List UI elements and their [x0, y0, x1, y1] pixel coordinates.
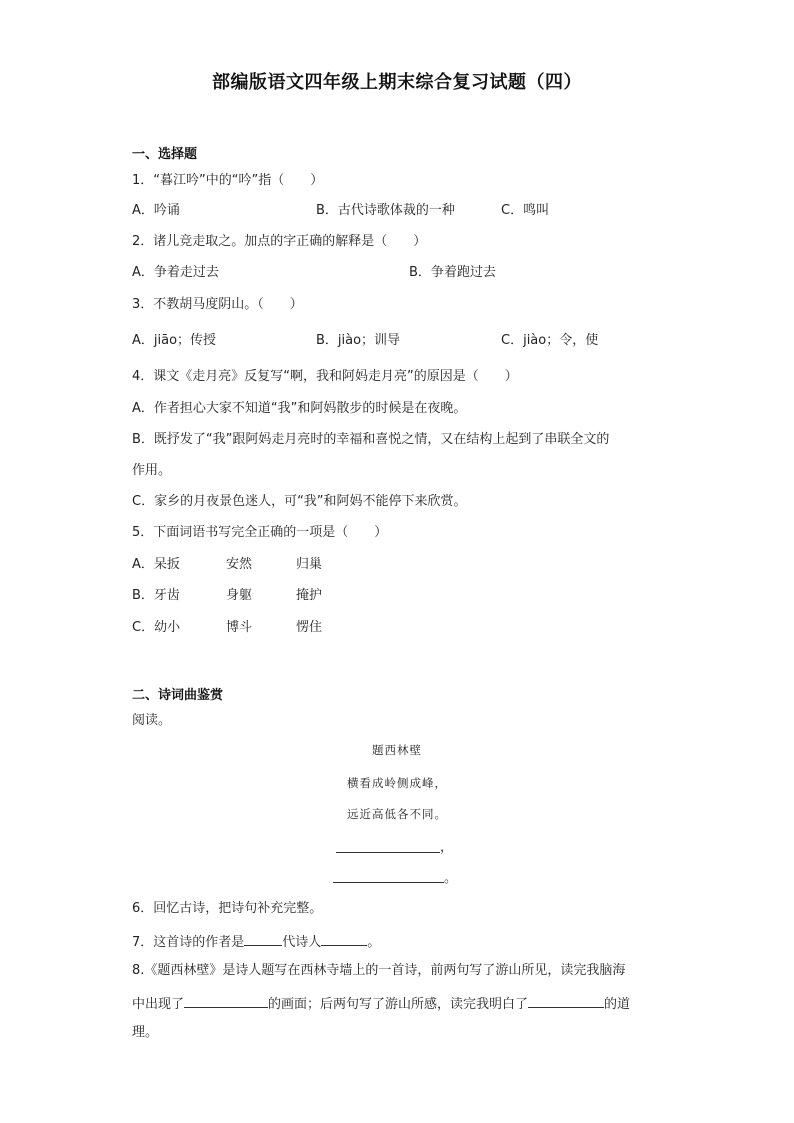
question-1-option-a: A．吟诵: [132, 203, 180, 218]
poem-line-2: 远近高低各不同。: [347, 807, 447, 821]
question-4-option-b: B．既抒发了“我”跟阿妈走月亮时的幸福和喜悦之情，又在结构上起到了串联全文的: [132, 432, 610, 447]
question-1-stem: 1．“暮江吟”中的“吟”指（ ）: [132, 173, 324, 188]
question-8-line-1: 8.《题西林壁》是诗人题写在西林寺墙上的一首诗，前两句写了游山所见，读完我脑海: [132, 963, 626, 978]
question-7-text-2: 代诗人: [282, 935, 322, 950]
question-1-option-c: C．鸣叫: [501, 203, 550, 218]
section-heading-poetry: 二、诗词曲鉴赏: [132, 688, 224, 703]
poem-title: 题西林壁: [372, 743, 422, 757]
question-8-line-3: 理。: [132, 1025, 159, 1040]
question-5-option-a-word3: 归巢: [296, 557, 323, 572]
question-5-stem: 5．下面词语书写完全正确的一项是（ ）: [132, 525, 388, 540]
question-3-option-b: B．jiào；训导: [316, 333, 401, 348]
question-1-option-b: B．古代诗歌体裁的一种: [316, 203, 455, 218]
question-3-option-a: A．jiāo；传授: [132, 333, 217, 348]
question-4-option-a: A．作者担心大家不知道“我”和阿妈散步的时候是在夜晚。: [132, 401, 467, 416]
author-name-blank[interactable]: [321, 931, 367, 946]
scene-blank[interactable]: [184, 993, 268, 1008]
poem-line-4-end: 。: [444, 871, 458, 886]
question-5-option-b: B．牙齿: [132, 588, 180, 603]
question-5-option-b-word2: 身躯: [226, 588, 253, 603]
section-heading-choice: 一、选择题: [132, 147, 198, 162]
poem-line-3-end: ，: [440, 840, 454, 855]
question-4-option-b-cont: 作用。: [132, 463, 172, 478]
question-8-text-2: 中出现了: [132, 997, 185, 1012]
question-3-option-c: C．jiào；令，使: [501, 333, 599, 348]
question-3-stem: 3．不教胡马度阴山。（ ）: [132, 297, 303, 312]
question-5-option-c-word2: 博斗: [226, 620, 253, 635]
question-7-text-3: 。: [367, 935, 381, 950]
reading-instruction: 阅读。: [132, 713, 172, 728]
question-5-option-c: C．幼小: [132, 620, 181, 635]
question-5-option-a: A．呆扳: [132, 557, 180, 572]
author-dynasty-blank[interactable]: [244, 931, 282, 946]
question-6: 6．回忆古诗，把诗句补充完整。: [132, 901, 323, 916]
question-2-option-a: A．争着走过去: [132, 265, 219, 280]
question-8-line-2: [132, 993, 630, 1014]
question-8-text-3: 的画面；后两句写了游山所感，读完我明白了: [268, 997, 529, 1012]
reason-blank[interactable]: [528, 993, 604, 1008]
question-4-stem: 4．课文《走月亮》反复写“啊，我和阿妈走月亮”的原因是（ ）: [132, 369, 518, 384]
page-title: 部编版语文四年级上期末综合复习试题（四）: [212, 72, 582, 93]
poem-line-3-blank[interactable]: [336, 852, 440, 853]
question-5-option-a-word2: 安然: [226, 557, 253, 572]
question-8-text-4: 的道: [604, 997, 631, 1012]
question-4-option-c: C．家乡的月夜景色迷人，可“我”和阿妈不能停下来欣赏。: [132, 494, 467, 509]
question-7-text-1: 7．这首诗的作者是: [132, 935, 245, 950]
question-5-option-b-word3: 掩护: [296, 588, 323, 603]
question-7: [132, 931, 380, 952]
question-2-stem: 2．诸儿竞走取之。加点的字正确的解释是（ ）: [132, 234, 427, 249]
question-5-option-c-word3: 愣住: [296, 620, 323, 635]
poem-line-1: 横看成岭侧成峰，: [347, 776, 447, 790]
question-2-option-b: B．争着跑过去: [409, 265, 496, 280]
poem-line-4-blank[interactable]: [333, 882, 444, 883]
